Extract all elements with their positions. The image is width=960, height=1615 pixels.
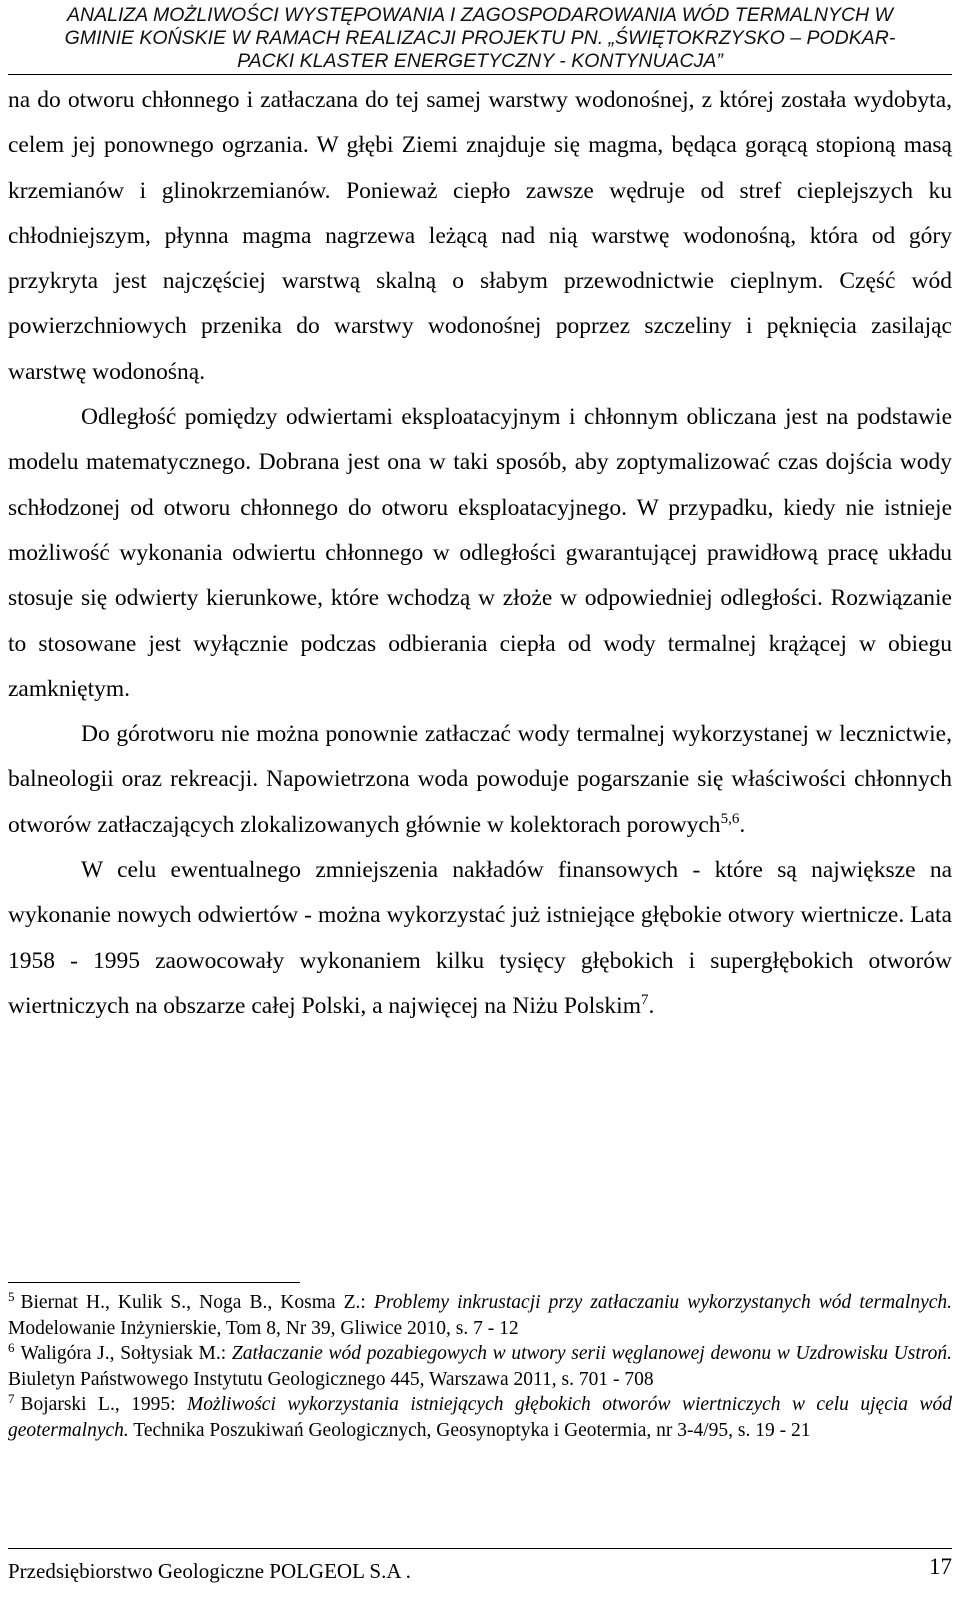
footnote-title: Zatłaczanie wód pozabiegowych w utwory serii węglanowej dewonu w Uzdrowisku Ustroń. [231,1343,953,1365]
paragraph-end: . [739,811,746,838]
footnote [8,1341,952,1392]
header-line: ANALIZA MOŻLIWOŚCI WYSTĘPOWANIA I ZAGOSPODAROWANIA WÓD TERMALNYCH W [67,4,893,26]
footer-company: Przedsiębiorstwo Geologiczne POLGEOL S.A . [8,1559,411,1583]
footnote-authors: Waligóra J., Sołtysiak M.: [20,1343,232,1365]
running-header [0,4,960,73]
paragraph: Odległość pomiędzy odwiertami eksploatacyjnym i chłonnym obliczana jest na podstawie modelu matematycznego. Dobrana jest ona w taki sposób, aby zoptymalizować czas dojścia wody schłodzonej od otworu chłonnego do otworu eksploatacyjnego. W przypadku, kiedy nie istnieje możliwość wykonania odwiertu chłonnego w odległości gwarantującej prawidłową pracę układu stosuje się odwierty kierunkowe, które wchodzą w złoże w odpowiedniej odległości. Rozwiązanie to stosowane jest wyłącznie podczas odbierania ciepła od wody termalnej krążącej w obiegu zamkniętym. [8,404,952,702]
footer-divider [8,1548,952,1549]
footnote-number: 5 [8,1289,15,1304]
paragraph [8,848,952,1029]
footnote [8,1392,952,1443]
paragraph: na do otworu chłonnego i zatłaczana do tej samej warstwy wodonośnej, z której została wydobyta, celem jej ponownego ogrzania. W głębi Ziemi znajduje się magma, będąca gorącą stopioną masą krzemianów i glinokrzemianów. Ponieważ ciepło zawsze wędruje od stref cieplejszych ku chłodniejszym, płynna magma nagrzewa leżącą nad nią warstwę wodonośną, która od góry przykryta jest najczęściej warstwą skalną o słabym przewodnictwie cieplnym. Część wód powierzchniowych przenika do warstwy wodonośnej poprzez szczeliny i pęknięcia zasilając warstwę wodonośną. [8,87,952,385]
footnote-title: Możliwości wykorzystania istniejących głębokich otworów wiertniczych w celu ujęcia wód geotermalnych. [8,1394,952,1441]
footnote-source: Modelowanie Inżynierskie, Tom 8, Nr 39, Gliwice 2010, s. 7 - 12 [8,1317,519,1339]
footnote-source: Technika Poszukiwań Geologicznych, Geosynoptyka i Geotermia, nr 3-4/95, s. 19 - 21 [128,1419,811,1441]
main-text [8,78,952,1029]
header-line: PACKI KLASTER ENERGETYCZNY - KONTYNUACJA” [237,50,723,72]
footnotes [8,1290,952,1444]
footnote-title: Problemy inkrustacji przy zatłaczaniu wykorzystanych wód termalnych. [373,1292,953,1313]
paragraph-text: Do górotworu nie można ponownie zatłaczać wody termalnej wykorzystanej w lecznictwie, balneologii oraz rekreacji. Napowietrzona woda powoduje pogarszanie się właściwości chłonnych otworów zatłaczających zlokalizowanych głównie w kolektorach porowych [8,721,952,838]
footnote-source: Biuletyn Państwowego Instytutu Geologicznego 445, Warszawa 2011, s. 701 - 708 [8,1368,654,1390]
paragraph-text: W celu ewentualnego zmniejszenia nakładów finansowych - które są największe na wykonanie nowych odwiertów - można wykorzystać już istniejące głębokie otwory wiertnicze. Lata 1958 - 1995 zaowocowały wykonaniem kilku tysięcy głębokich i supergłębokich otworów wiertniczych na obszarze całej Polski, a najwięcej na Niżu Polskim [8,857,952,1019]
footnote-reference: 7 [640,991,649,1008]
footnote-reference: 5,6 [720,810,740,827]
page-number: 17 [929,1554,952,1579]
footnote-authors: Biernat H., Kulik S., Noga B., Kosma Z.: [20,1292,374,1313]
footnote-number: 6 [8,1340,15,1356]
header-line: GMINIE KOŃSKIE W RAMACH REALIZACJI PROJEKTU PN. „ŚWIĘTOKRZYSKO – PODKAR- [64,27,896,49]
header-divider [8,74,952,75]
footnote-divider [8,1282,300,1283]
footnote-number: 7 [8,1391,15,1407]
footnote [8,1290,952,1341]
footnote-authors: Bojarski L., 1995: [20,1394,188,1416]
paragraph [8,712,952,848]
paragraph-end: . [648,992,655,1019]
